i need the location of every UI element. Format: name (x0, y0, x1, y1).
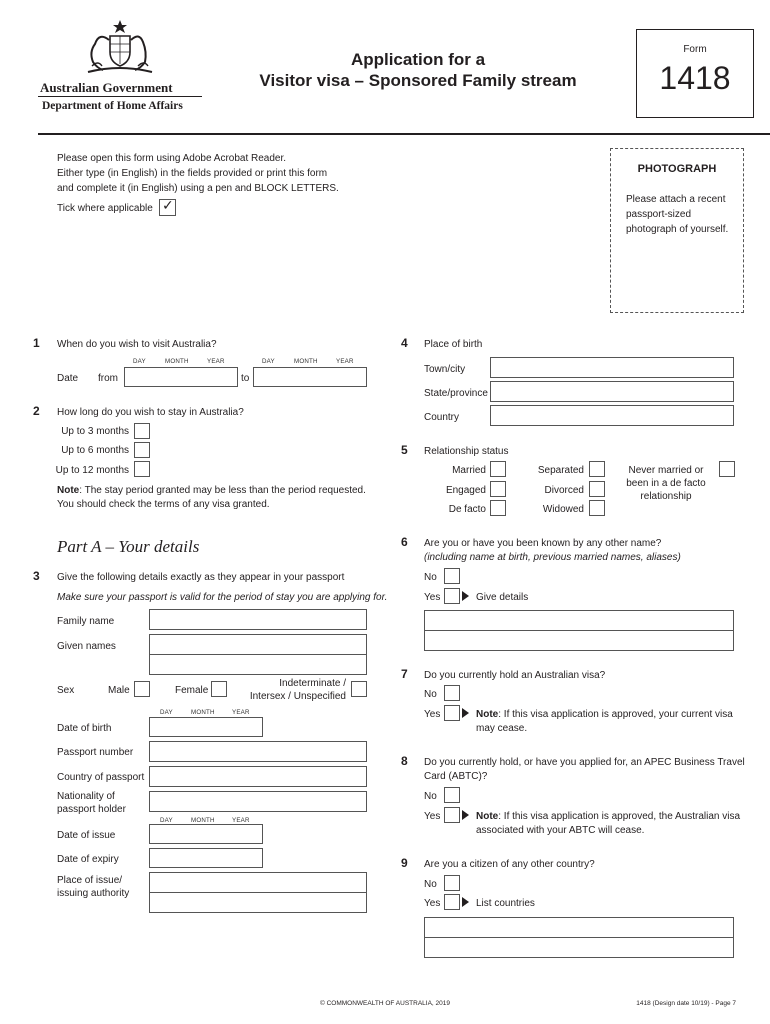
given-names-field-1[interactable] (149, 634, 367, 655)
dob-month-label: MONTH (191, 709, 215, 716)
q8-note (476, 810, 740, 823)
photo-title: PHOTOGRAPH (637, 163, 717, 175)
q6-yes-label: Yes (424, 592, 441, 603)
q7-yes-checkbox[interactable] (444, 705, 460, 721)
q7-question: Do you currently hold an Australian visa? (424, 670, 606, 681)
never-married-label-2: been in a de facto (626, 478, 706, 489)
dob-field[interactable] (149, 717, 263, 737)
q1-day-label-2: DAY (262, 358, 275, 365)
date-issue-field[interactable] (149, 824, 263, 844)
form-number-box (636, 29, 754, 118)
q7-number: 7 (401, 667, 408, 681)
photo-line3: photograph of yourself. (626, 224, 729, 235)
separated-checkbox[interactable] (589, 461, 605, 477)
place-issue-label-2: issuing authority (57, 888, 130, 899)
q2-note (57, 484, 366, 497)
q1-month-label-2: MONTH (294, 358, 318, 365)
q8-number: 8 (401, 754, 408, 768)
country-passport-label: Country of passport (57, 772, 145, 783)
engaged-label: Engaged (445, 485, 486, 496)
q1-to-label: to (241, 373, 250, 384)
form-title-line2: Visitor visa – Sponsored Family stream (259, 71, 577, 90)
tick-example-checkbox (159, 199, 176, 216)
separated-label: Separated (537, 465, 584, 476)
q8-yes-label: Yes (424, 811, 441, 822)
state-label: State/province (424, 388, 488, 399)
state-field[interactable] (490, 381, 734, 402)
q9-number: 9 (401, 856, 408, 870)
q9-countries-field-2[interactable] (424, 937, 734, 958)
form-label: Form (683, 44, 707, 55)
q3-question: Give the following details exactly as they appear in your passport (57, 572, 345, 583)
q2-opt2-checkbox[interactable] (134, 442, 150, 458)
town-label: Town/city (424, 364, 466, 375)
issue-year-label: YEAR (232, 817, 250, 824)
q9-arrow-icon (462, 897, 469, 907)
q2-note-bold: Note (57, 485, 80, 496)
gov-name: Australian Government (40, 80, 173, 95)
married-label: Married (452, 465, 486, 476)
q5-number: 5 (401, 443, 408, 457)
q9-list-countries: List countries (476, 898, 535, 909)
engaged-checkbox[interactable] (490, 481, 506, 497)
male-checkbox[interactable] (134, 681, 150, 697)
q1-question: When do you wish to visit Australia? (57, 339, 217, 350)
married-checkbox[interactable] (490, 461, 506, 477)
q2-note-text: : The stay period granted may be less than the period requested. (79, 485, 366, 496)
q8-arrow-icon (462, 810, 469, 820)
given-names-field-2[interactable] (149, 654, 367, 675)
dob-label: Date of birth (57, 723, 112, 734)
q6-arrow-icon (462, 591, 469, 601)
q7-yes-label: Yes (424, 709, 441, 720)
part-a-title: Part A – Your details (57, 537, 200, 556)
q9-no-label: No (424, 879, 437, 890)
q8-note-text: : If this visa application is approved, the Australian visa (498, 811, 741, 822)
q1-month-label: MONTH (165, 358, 189, 365)
given-names-label: Given names (57, 641, 116, 652)
female-label: Female (175, 685, 209, 696)
tick-mark: ✓ (162, 198, 174, 214)
q8-yes-checkbox[interactable] (444, 807, 460, 823)
issue-day-label: DAY (160, 817, 173, 824)
nationality-label-2: passport holder (57, 804, 126, 815)
divorced-label: Divorced (544, 485, 584, 496)
female-checkbox[interactable] (211, 681, 227, 697)
q1-date-from-field[interactable] (124, 367, 238, 387)
intro-line1: Please open this form using Adobe Acrobat Reader. (57, 153, 287, 164)
indeterminate-label-2: Intersex / Unspecified (249, 691, 346, 702)
q8-note-line2: associated with your ABTC will cease. (476, 825, 645, 836)
q3-number: 3 (33, 569, 40, 583)
place-issue-field-2[interactable] (149, 892, 367, 913)
nationality-label-1: Nationality of (57, 791, 115, 802)
photo-box (610, 148, 744, 313)
q6-give-details: Give details (476, 592, 529, 603)
q7-note-text: : If this visa application is approved, your current visa (498, 709, 733, 720)
form-title-line1: Application for a (350, 50, 486, 69)
date-expiry-label: Date of expiry (57, 854, 119, 865)
q7-note-bold: Note (476, 709, 499, 720)
footer-page-info: 1418 (Design date 10/19) - Page 7 (636, 1000, 736, 1007)
defacto-label: De facto (448, 504, 486, 515)
q2-number: 2 (33, 404, 40, 418)
q6-no-checkbox[interactable] (444, 568, 460, 584)
q8-no-label: No (424, 791, 437, 802)
never-married-label-3: relationship (640, 491, 692, 502)
place-issue-label-1: Place of issue/ (57, 875, 123, 886)
q2-opt3-label: Up to 12 months (55, 465, 129, 476)
dept-name: Department of Home Affairs (42, 100, 183, 112)
q1-number: 1 (33, 336, 40, 350)
q7-no-checkbox[interactable] (444, 685, 460, 701)
tick-label: Tick where applicable (57, 203, 153, 214)
form-number: 1418 (659, 60, 731, 96)
divorced-checkbox[interactable] (589, 481, 605, 497)
widowed-label: Widowed (542, 504, 584, 515)
place-issue-field-1[interactable] (149, 872, 367, 893)
q6-yes-checkbox[interactable] (444, 588, 460, 604)
header-divider-short (38, 96, 202, 97)
intro-line2: Either type (in English) in the fields provided or print this form (57, 168, 328, 179)
q6-number: 6 (401, 535, 408, 549)
q4-question: Place of birth (424, 339, 483, 350)
q8-question-line1: Do you currently hold, or have you applied for, an APEC Business Travel (424, 757, 745, 768)
family-name-field[interactable] (149, 609, 367, 630)
header-divider (38, 133, 770, 135)
q2-question: How long do you wish to stay in Australia? (57, 407, 244, 418)
passport-number-field[interactable] (149, 741, 367, 762)
q2-opt1-checkbox[interactable] (134, 423, 150, 439)
indeterminate-checkbox[interactable] (351, 681, 367, 697)
passport-number-label: Passport number (57, 747, 134, 758)
q7-note (476, 708, 733, 721)
q8-question-line2: Card (ABTC)? (424, 771, 488, 782)
q2-opt3-checkbox[interactable] (134, 461, 150, 477)
country-passport-field[interactable] (149, 766, 367, 787)
q6-no-label: No (424, 572, 437, 583)
date-issue-label: Date of issue (57, 830, 116, 841)
q1-year-label-2: YEAR (336, 358, 354, 365)
issue-month-label: MONTH (191, 817, 215, 824)
nationality-field[interactable] (149, 791, 367, 812)
q1-date-label: Date (57, 373, 79, 384)
q9-countries-field-1[interactable] (424, 917, 734, 938)
dob-day-label: DAY (160, 709, 173, 716)
never-married-label-1: Never married or (628, 465, 704, 476)
q7-arrow-icon (462, 708, 469, 718)
q4-number: 4 (401, 336, 408, 350)
photo-line1: Please attach a recent (626, 194, 726, 205)
q6-details-field-1[interactable] (424, 610, 734, 631)
country-label: Country (424, 412, 460, 423)
sex-label: Sex (57, 685, 75, 696)
dob-year-label: YEAR (232, 709, 250, 716)
family-name-label: Family name (57, 616, 115, 627)
q9-no-checkbox[interactable] (444, 875, 460, 891)
indeterminate-label-1: Indeterminate / (279, 678, 346, 689)
never-married-checkbox[interactable] (719, 461, 735, 477)
q8-no-checkbox[interactable] (444, 787, 460, 803)
town-field[interactable] (490, 357, 734, 378)
male-label: Male (108, 685, 130, 696)
footer-copyright: © COMMONWEALTH OF AUSTRALIA, 2019 (320, 1000, 450, 1007)
q1-from-label: from (98, 373, 118, 384)
photo-line2: passport-sized (626, 209, 692, 220)
q2-opt2-label: Up to 6 months (61, 445, 129, 456)
q2-opt1-label: Up to 3 months (61, 426, 129, 437)
intro-line3: and complete it (in English) using a pen and BLOCK LETTERS. (57, 183, 339, 194)
q5-question: Relationship status (424, 446, 509, 457)
q8-note-bold: Note (476, 811, 499, 822)
defacto-checkbox[interactable] (490, 500, 506, 516)
q1-date-to-field[interactable] (253, 367, 367, 387)
q2-note-line2: You should check the terms of any visa granted. (57, 499, 270, 510)
widowed-checkbox[interactable] (589, 500, 605, 516)
q1-year-label: YEAR (207, 358, 225, 365)
q3-subtext: Make sure your passport is valid for the period of stay you are applying for. (57, 592, 388, 603)
q6-subtext: (including name at birth, previous married names, aliases) (424, 552, 681, 563)
q6-question: Are you or have you been known by any other name? (424, 538, 662, 549)
q9-question: Are you a citizen of any other country? (424, 859, 595, 870)
country-field[interactable] (490, 405, 734, 426)
q1-day-label: DAY (133, 358, 146, 365)
q7-note-line2: may cease. (476, 723, 528, 734)
q9-yes-label: Yes (424, 898, 441, 909)
q6-details-field-2[interactable] (424, 630, 734, 651)
q9-yes-checkbox[interactable] (444, 894, 460, 910)
date-expiry-field[interactable] (149, 848, 263, 868)
q7-no-label: No (424, 689, 437, 700)
